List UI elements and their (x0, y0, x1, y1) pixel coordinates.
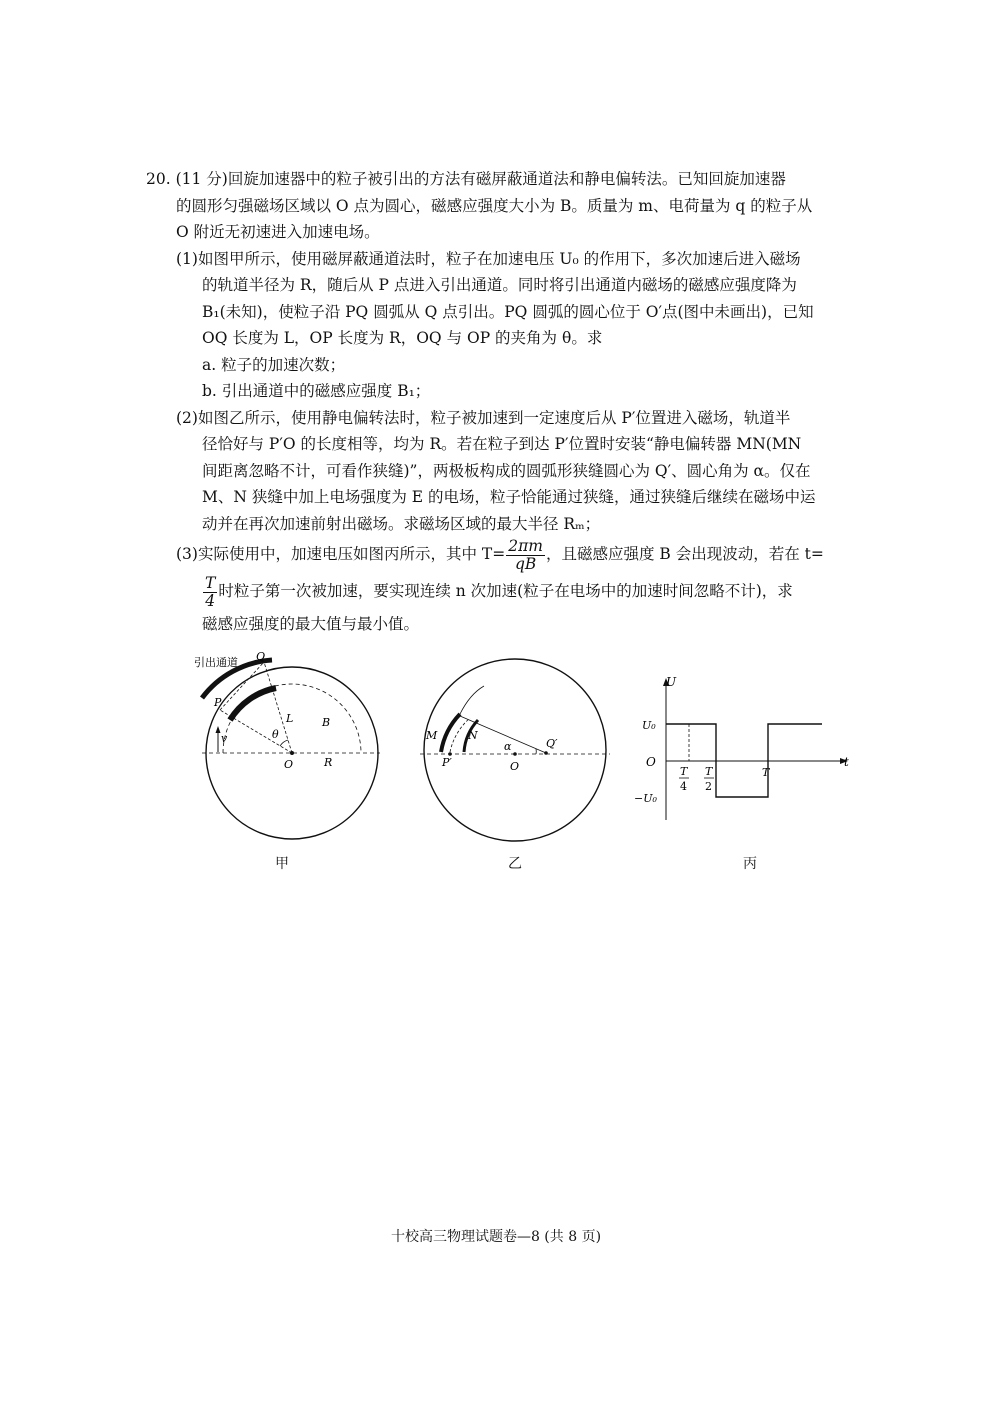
jia-label-P: P (214, 696, 222, 709)
caption-bing: 丙 (743, 856, 757, 872)
part1-line-3: B₁(未知)，使粒子沿 PQ 圆弧从 Q 点引出。PQ 圆弧的圆心位于 O′点(图中未画出)，已知 (202, 302, 814, 321)
part3-line-1 (146, 537, 866, 571)
problem-20 (146, 166, 866, 638)
bing-label-negU0: −U₀ (634, 792, 657, 805)
fraction-quarter (203, 575, 217, 610)
jia-velocity-arrowhead (216, 726, 221, 733)
yi-point-O (513, 752, 517, 756)
yi-label-N: N (468, 729, 478, 742)
yi-field-circle (424, 659, 606, 841)
jia-label-v: v (221, 732, 228, 745)
fraction-quarter-num: T (205, 573, 216, 592)
bing-label-t: t (844, 755, 849, 769)
part3-text-b1: 时粒子第一次被加速，要实现连续 n 次加速(粒子在电场中的加速时间忽略不计)，求 (218, 582, 793, 600)
figure-bing (630, 670, 860, 840)
bing-tick-full: T (762, 766, 770, 779)
caption-jia: 甲 (275, 856, 289, 872)
yi-label-M: M (426, 729, 438, 742)
problem-line-3: O 附近无初速进入加速电场。 (176, 223, 380, 241)
page-footer: 十校高三物理试题卷—8 (共 8 页) (390, 1229, 602, 1245)
bing-label-U: U (666, 675, 677, 689)
fraction-period (506, 538, 545, 573)
part1-sub-b: b. 引出通道中的磁感应强度 B₁； (202, 382, 431, 400)
part2-line-4: M、N 狭缝中加上电场强度为 E 的电场，粒子恰能通过狭缝，通过狭缝后继续在磁场中运 (202, 488, 816, 506)
part2-line-5: 动并在再次加速前射出磁场。求磁场区域的最大半径 Rₘ； (202, 514, 601, 533)
part2-line-3: 间距离忽略不计，可看作狭缝)”，两极板构成的圆弧形狭缝圆心为 Q′、圆心角为 α。仅在 (202, 461, 811, 480)
jia-label-theta: θ (272, 728, 279, 741)
jia-label-L: L (286, 712, 294, 725)
problem-line-1: 20. (11 分)回旋加速器中的粒子被引出的方法有磁屏蔽通道法和静电偏转法。已知回旋加速器 (146, 170, 786, 188)
yi-label-Qp: Q′ (546, 737, 558, 750)
bing-label-U0: U₀ (642, 719, 656, 732)
jia-label-R: R (324, 756, 333, 769)
part3-text-a2: ，且磁感应强度 B 会出现波动，若在 t= (545, 545, 824, 563)
figure-yi (410, 640, 620, 850)
part3-line-2 (146, 571, 866, 611)
yi-label-O: O (510, 760, 520, 773)
part2-line-2: 径恰好与 P′O 的长度相等，均为 R。若在粒子到达 P′位置时安装“静电偏转器 MN(MN (202, 435, 802, 453)
bing-tick-quarter-den: 4 (680, 780, 687, 793)
yi-point-Qp (544, 751, 548, 755)
fraction-period-num: 2πm (508, 536, 543, 555)
bing-tick-half-num: T (705, 765, 713, 778)
figure-jia (180, 640, 395, 850)
jia-label-Q: Q (256, 650, 266, 663)
jia-center-dot (290, 751, 294, 755)
fraction-period-den: qB (514, 554, 537, 573)
yi-label-alpha: α (504, 740, 512, 753)
part1-line-2: 的轨道半径为 R，随后从 P 点进入引出通道。同时将引出通道内磁场的磁感应强度降为 (202, 276, 797, 294)
jia-theta-arc (280, 740, 288, 746)
jia-line-OP (220, 710, 292, 753)
part3-text-a1: (3)实际使用中，加速电压如图丙所示，其中 T= (176, 545, 506, 563)
jia-label-B: B (322, 716, 331, 729)
yi-label-Pp: P′ (442, 756, 452, 769)
bing-tick-half-den: 2 (705, 780, 712, 793)
part1-sub-a: a. 粒子的加速次数； (202, 355, 346, 374)
part3-line-3: 磁感应强度的最大值与最小值。 (202, 615, 420, 633)
fraction-quarter-den: 4 (205, 591, 216, 610)
jia-channel-inner (230, 688, 276, 720)
jia-label-O: O (284, 758, 294, 771)
bing-tick-quarter-num: T (680, 765, 688, 778)
part1-line-1: (1)如图甲所示，使用磁屏蔽通道法时，粒子在加速电压 U₀ 的作用下，多次加速后进入磁场 (176, 249, 801, 268)
yi-exit-path (460, 686, 484, 714)
part1-line-4: OQ 长度为 L，OP 长度为 R，OQ 与 OP 的夹角为 θ。求 (202, 329, 603, 347)
problem-line-2: 的圆形匀强磁场区域以 O 点为圆心，磁感应强度大小为 B。质量为 m、电荷量为 q 的粒子从 (176, 196, 813, 215)
bing-label-O: O (646, 755, 656, 769)
caption-yi: 乙 (508, 856, 522, 872)
jia-label-channel: 引出通道 (194, 656, 238, 669)
part2-line-1: (2)如图乙所示，使用静电偏转法时，粒子被加速到一定速度后从 P′位置进入磁场，轨道半 (176, 408, 791, 427)
